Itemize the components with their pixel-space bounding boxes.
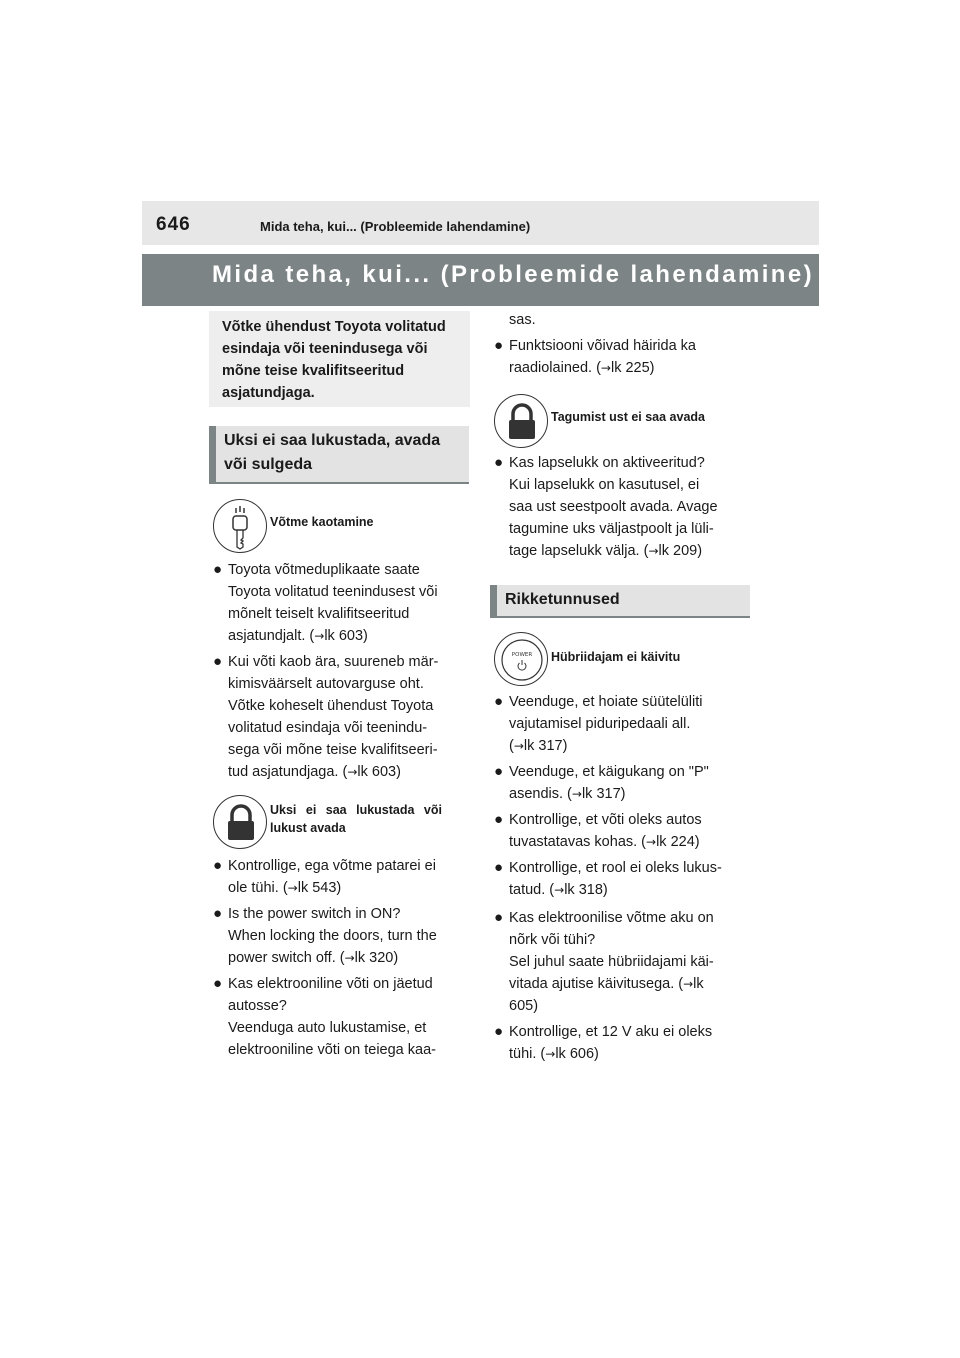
bullet-marker: ● [213, 905, 223, 922]
bullet-marker: ● [494, 337, 504, 354]
bullet-marker: ● [494, 859, 504, 876]
subsection-rear-door: Tagumist ust ei saa avada [551, 410, 705, 424]
power-button-label: POWER [511, 652, 533, 658]
subsection-cannot-lock-line2: lukust avada [270, 821, 346, 835]
bullet-marker: ● [494, 909, 504, 926]
bullet-marker: ● [494, 811, 504, 828]
section-heading-lock-line2: või sulgeda [224, 456, 313, 473]
subsection-cannot-lock [270, 801, 470, 837]
section-heading-malfunction-title: Rikketunnused [505, 591, 620, 608]
section-heading-lock-line1: Uksi ei saa lukustada, avada [224, 432, 441, 449]
bullet-marker: ● [213, 561, 223, 578]
list-item-continuation: sas. [509, 312, 536, 328]
chapter-title: Mida teha, kui... (Probleemide lahendamine) [212, 261, 814, 288]
page-number: 646 [156, 214, 191, 235]
bullet-marker: ● [494, 763, 504, 780]
padlock-icon [494, 394, 548, 448]
bullet-marker: ● [213, 975, 223, 992]
section-heading-malfunction [490, 585, 750, 618]
bullet-marker: ● [213, 653, 223, 670]
padlock-icon [213, 795, 267, 849]
subsection-hybrid-start: Hübriidajam ei käivitu [551, 650, 681, 664]
bullet-marker: ● [494, 693, 504, 710]
contact-note: Võtke ühendust Toyota volitatud esindaja või teenindusega või mõne teise kvalifitseeritud asjatundjaga. [222, 319, 446, 401]
power-button-icon [494, 632, 548, 686]
section-heading-lock [209, 426, 469, 484]
key-icon [213, 499, 267, 553]
running-header-title: Mida teha, kui... (Probleemide lahendamine) [260, 219, 531, 234]
subsection-cannot-lock-line1: Uksi ei saa lukustada või [270, 803, 442, 817]
bullet-marker: ● [494, 1023, 504, 1040]
bullet-marker: ● [213, 857, 223, 874]
bullet-marker: ● [494, 454, 504, 471]
subsection-key-lost: Võtme kaotamine [270, 515, 374, 529]
